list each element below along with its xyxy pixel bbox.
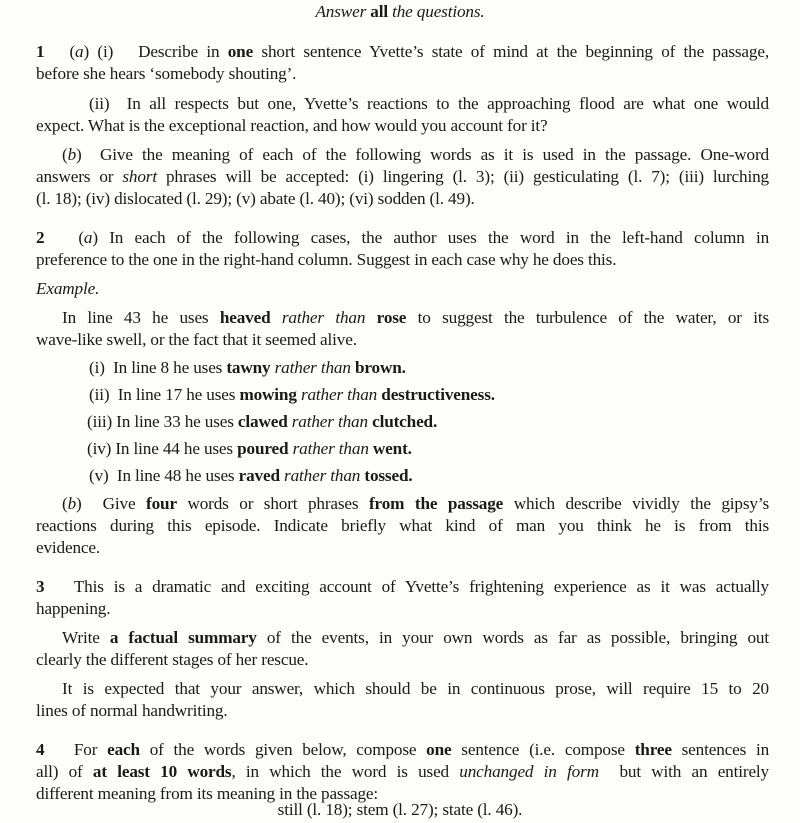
q2-item-iii <box>87 412 437 432</box>
q3-instruction-line1 <box>62 628 769 648</box>
text-run: ( <box>62 494 68 513</box>
bold-text: one <box>426 740 452 759</box>
italic-text: rather than <box>287 412 368 431</box>
text-run: ( <box>44 228 84 247</box>
text-run: (iii) In line 33 he uses <box>87 412 238 431</box>
text-run: preference to the one in the right-hand column. Suggest in each case why he does this. <box>36 250 617 269</box>
bold-text: 2 <box>36 228 45 247</box>
bold-text: tawny <box>226 358 271 377</box>
q1-a-i-line2 <box>36 64 296 84</box>
bold-text: poured <box>237 439 289 458</box>
bold-text: four <box>146 494 177 513</box>
q1-a-i-line1 <box>36 42 769 62</box>
q2-item-ii <box>89 385 495 405</box>
text-run: phrases will be accepted: (i) lingering (l. 3); (ii) gesticulating (l. 7); (iii) lurching <box>156 167 769 186</box>
bold-text: 3 <box>36 577 45 596</box>
q4-line1 <box>36 740 769 760</box>
q2-b-line3 <box>36 538 100 558</box>
q1-a-ii-line2 <box>36 116 548 136</box>
text-run: (ii) In all respects but one, Yvette’s reactions to the approaching flood are what one would <box>89 94 769 113</box>
text-run: Write <box>62 628 110 647</box>
text-run: but with an entirely <box>598 762 769 781</box>
q2-a-line1 <box>36 228 769 248</box>
q1-b-line1 <box>62 145 769 165</box>
italic-text: rather than <box>296 385 378 404</box>
text-run: reactions during this episode. Indicate briefly what kind of man you think he is from this <box>36 516 769 535</box>
text-run: ( <box>62 145 68 164</box>
q3-length-line2 <box>36 701 228 721</box>
q2-example-line1 <box>62 308 769 328</box>
q2-example-label <box>36 279 99 299</box>
bold-text: mowing <box>239 385 297 404</box>
bold-text: from the passage <box>368 494 504 513</box>
italic-text: short <box>122 167 157 186</box>
bold-text: 4 <box>36 740 45 759</box>
italic-text: unchanged in form <box>459 762 599 781</box>
text-run: different meaning from its meaning in the passage: <box>36 784 379 803</box>
bold-text: 1 <box>36 42 45 61</box>
text-run: In line 43 he uses <box>62 308 220 327</box>
q3-length-line1 <box>62 679 769 699</box>
text-run: , in which the word is used <box>231 762 460 781</box>
q2-b-line1 <box>62 494 769 514</box>
text-run: (v) In line 48 he uses <box>89 466 239 485</box>
text-run: words or short phrases <box>176 494 369 513</box>
bold-text: clawed <box>237 412 288 431</box>
q2-item-iv <box>87 439 412 459</box>
text-run: to suggest the turbulence of the water, or its <box>406 308 770 327</box>
q4-line2 <box>36 762 769 782</box>
italic-text: Example. <box>36 279 100 298</box>
italic-text: b <box>67 494 77 513</box>
italic-text: rather than <box>270 308 366 327</box>
italic-text: b <box>67 145 77 164</box>
text-run: of the events, in your own words as far as possible, bringing out <box>256 628 769 647</box>
italic-text: rather than <box>288 439 369 458</box>
text-run: (l. 18); (iv) dislocated (l. 29); (v) abate (l. 40); (vi) sodden (l. 49). <box>36 189 475 208</box>
italic-text: rather than <box>279 466 361 485</box>
bold-text: destructiveness. <box>381 385 495 404</box>
text-run: expect. What is the exceptional reaction, and how would you account for it? <box>36 116 548 135</box>
q1-a-ii-line1 <box>89 94 769 114</box>
q2-item-v <box>89 466 413 486</box>
text-run: It is expected that your answer, which should be in continuous prose, will require 15 to 20 <box>62 679 769 698</box>
bold-text: at least 10 words <box>92 762 232 781</box>
text-run: ) Give the meaning of each of the following words as it is used in the passage. One-word <box>76 145 769 164</box>
q1-b-line2 <box>36 167 769 187</box>
text-run: which describe vividly the gipsy’s <box>503 494 770 513</box>
italic-text: the questions. <box>387 2 485 21</box>
bold-text: raved <box>238 466 280 485</box>
text-run: (i) In line 8 he uses <box>89 358 227 377</box>
bold-text: three <box>634 740 672 759</box>
q2-a-line2 <box>36 250 616 270</box>
text-run: sentences in <box>671 740 770 759</box>
q2-item-i <box>89 358 406 378</box>
text-run: ) Give <box>76 494 147 513</box>
text-run: (iv) In line 44 he uses <box>87 439 238 458</box>
text-run: lines of normal handwriting. <box>36 701 228 720</box>
bold-text: went. <box>372 439 412 458</box>
q2-b-line2 <box>36 516 769 536</box>
q1-b-line3 <box>36 189 475 209</box>
text-run: ( <box>44 42 76 61</box>
text-run: ) In each of the following cases, the author uses the word in the left-hand column in <box>92 228 770 247</box>
text-run: of the words given below, compose <box>139 740 427 759</box>
text-run: wave-like swell, or the fact that it seemed alive. <box>36 330 357 349</box>
italic-text: Answer <box>315 2 371 21</box>
text-run: happening. <box>36 599 111 618</box>
text-run <box>365 308 376 327</box>
q3-instruction-line2 <box>36 650 308 670</box>
text-run: still (l. 18); stem (l. 27); state (l. 46). <box>277 800 523 819</box>
text-run: answers or <box>36 167 123 186</box>
text-run: clearly the different stages of her rescue. <box>36 650 309 669</box>
text-run: all) of <box>36 762 93 781</box>
text-run: evidence. <box>36 538 101 557</box>
q3-line1 <box>36 577 769 597</box>
italic-text: a <box>83 228 93 247</box>
text-run: (ii) In line 17 he uses <box>89 385 240 404</box>
text-run: sentence (i.e. compose <box>451 740 635 759</box>
bold-text: brown. <box>354 358 406 377</box>
bold-text: rose <box>376 308 407 327</box>
italic-text: rather than <box>270 358 351 377</box>
instructions-heading <box>0 2 800 22</box>
bold-text: one <box>227 42 254 61</box>
bold-text: all <box>370 2 388 21</box>
text-run: before she hears ‘somebody shouting’. <box>36 64 297 83</box>
italic-text: a <box>75 42 84 61</box>
bold-text: tossed. <box>364 466 413 485</box>
q2-example-line2 <box>36 330 357 350</box>
text-run: short sentence Yvette’s state of mind at the beginning of the passage, <box>253 42 769 61</box>
q3-line2 <box>36 599 110 619</box>
bold-text: a factual summary <box>109 628 257 647</box>
text-run: ) (i) Describe in <box>83 42 228 61</box>
q4-word-list <box>0 800 800 820</box>
text-run: For <box>44 740 108 759</box>
text-run: This is a dramatic and exciting account of Yvette’s frightening experience as it was actually <box>44 577 769 596</box>
bold-text: heaved <box>219 308 271 327</box>
bold-text: clutched. <box>372 412 438 431</box>
bold-text: each <box>107 740 140 759</box>
